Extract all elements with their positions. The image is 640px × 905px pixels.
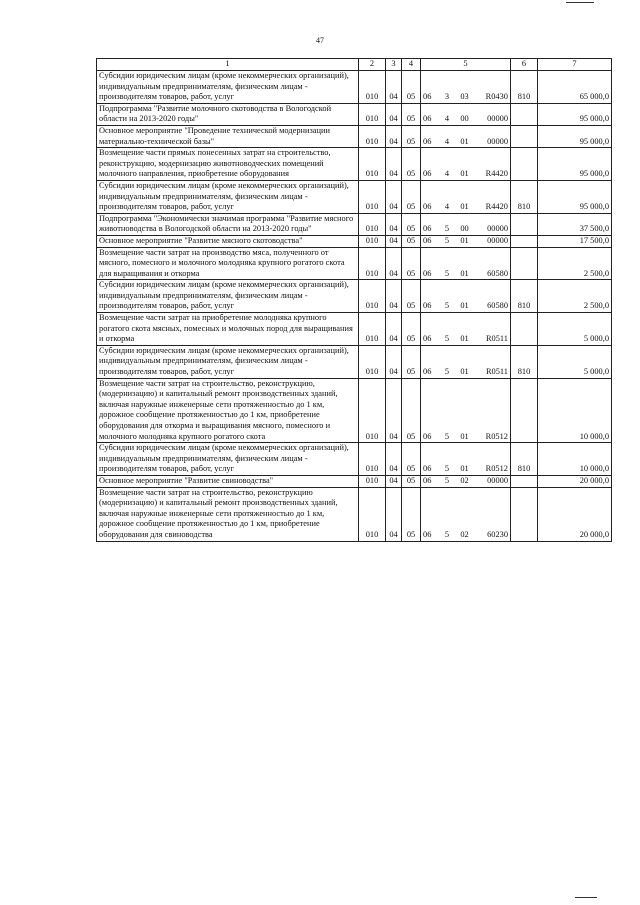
target-article-part: 5 xyxy=(444,268,450,278)
code-expense-type: 810 xyxy=(511,180,538,213)
target-article-part: 60580 xyxy=(487,268,508,278)
target-article-part: 00 xyxy=(460,224,469,234)
target-article-parts xyxy=(423,476,508,487)
code-ministry: 010 xyxy=(359,378,386,443)
row-description: Возмещение части затрат на производство мяса, полученного от мясного, помесного и молочного молодняка крупного рогатого скота для выращивания и откорма xyxy=(97,247,359,280)
table-row xyxy=(97,148,612,181)
code-expense-type: 810 xyxy=(511,443,538,476)
code-target-article xyxy=(421,475,511,487)
target-article-part: 06 xyxy=(423,202,432,212)
code-subsection: 05 xyxy=(402,475,421,487)
target-article-parts xyxy=(423,224,508,235)
target-article-part: 00000 xyxy=(487,114,508,124)
row-description: Субсидии юридическим лицам (кроме некоммерческих организаций), индивидуальным предпринимателям, физическим лицам - производителям товаров, работ, услуг xyxy=(97,443,359,476)
target-article-parts xyxy=(423,92,508,103)
target-article-parts xyxy=(423,432,508,443)
code-subsection: 05 xyxy=(402,180,421,213)
header-cell: 6 xyxy=(511,59,538,71)
target-article-part: 02 xyxy=(460,475,469,485)
code-target-article xyxy=(421,280,511,313)
row-description: Подпрограмма "Развитие молочного скотоводства в Вологодской области на 2013-2020 годы" xyxy=(97,103,359,125)
page-number: 47 xyxy=(316,36,324,45)
code-subsection: 05 xyxy=(402,443,421,476)
target-article-part: R0511 xyxy=(485,334,508,344)
code-subsection: 05 xyxy=(402,235,421,247)
code-section: 04 xyxy=(386,487,402,541)
target-article-part: 03 xyxy=(460,92,469,102)
code-section: 04 xyxy=(386,247,402,280)
target-article-part: 00 xyxy=(460,114,469,124)
target-article-part: R0511 xyxy=(485,367,508,377)
code-expense-type xyxy=(511,313,538,346)
target-article-part: 5 xyxy=(444,235,450,245)
code-expense-type: 810 xyxy=(511,71,538,104)
code-section: 04 xyxy=(386,103,402,125)
target-article-part: 00000 xyxy=(487,475,508,485)
row-description: Субсидии юридическим лицам (кроме некоммерческих организаций), индивидуальным предпринимателям, физическим лицам - производителям товаров, работ, услуг xyxy=(97,71,359,104)
target-article-part: 01 xyxy=(460,136,469,146)
target-article-part: 01 xyxy=(460,431,469,441)
target-article-part: 06 xyxy=(423,268,432,278)
target-article-part: 5 xyxy=(444,464,450,474)
amount-value: 65 000,0 xyxy=(538,71,612,104)
code-target-article xyxy=(421,125,511,147)
code-expense-type xyxy=(511,475,538,487)
amount-value: 95 000,0 xyxy=(538,180,612,213)
target-article-part: 02 xyxy=(460,529,469,539)
code-section: 04 xyxy=(386,345,402,378)
target-article-part: 60230 xyxy=(487,529,508,539)
row-description: Субсидии юридическим лицам (кроме некоммерческих организаций), индивидуальным предпринимателям, физическим лицам - производителям товаров, работ, услуг xyxy=(97,180,359,213)
target-article-part: 01 xyxy=(460,367,469,377)
code-section: 04 xyxy=(386,280,402,313)
target-article-part: 06 xyxy=(423,235,432,245)
target-article-parts xyxy=(423,269,508,280)
target-article-parts xyxy=(423,137,508,148)
target-article-parts xyxy=(423,530,508,541)
target-article-part: R0512 xyxy=(485,431,508,441)
row-description: Основное мероприятие "Проведение технической модернизации материально-технической базы" xyxy=(97,125,359,147)
table-row xyxy=(97,475,612,487)
target-article-part: 06 xyxy=(423,169,432,179)
code-ministry: 010 xyxy=(359,103,386,125)
target-article-part: 06 xyxy=(423,431,432,441)
code-subsection: 05 xyxy=(402,213,421,235)
code-ministry: 010 xyxy=(359,313,386,346)
code-subsection: 05 xyxy=(402,487,421,541)
target-article-part: 60580 xyxy=(487,301,508,311)
code-expense-type xyxy=(511,148,538,181)
target-article-part: 01 xyxy=(460,268,469,278)
target-article-part: 3 xyxy=(444,92,450,102)
target-article-part: 00000 xyxy=(487,235,508,245)
code-section: 04 xyxy=(386,475,402,487)
target-article-part: 5 xyxy=(444,224,450,234)
amount-value: 37 500,0 xyxy=(538,213,612,235)
target-article-part: R4420 xyxy=(485,202,508,212)
table-row xyxy=(97,103,612,125)
code-subsection: 05 xyxy=(402,103,421,125)
target-article-parts xyxy=(423,301,508,312)
target-article-part: 01 xyxy=(460,464,469,474)
scan-edge-mark xyxy=(575,897,597,898)
table-row xyxy=(97,213,612,235)
target-article-part: 01 xyxy=(460,169,469,179)
code-subsection: 05 xyxy=(402,148,421,181)
target-article-part: 4 xyxy=(444,136,450,146)
code-ministry: 010 xyxy=(359,180,386,213)
target-article-parts xyxy=(423,464,508,475)
code-subsection: 05 xyxy=(402,71,421,104)
table-row xyxy=(97,71,612,104)
amount-value: 95 000,0 xyxy=(538,125,612,147)
target-article-part: 4 xyxy=(444,169,450,179)
amount-value: 5 000,0 xyxy=(538,313,612,346)
row-description: Подпрограмма "Экономически значимая программа "Развитие мясного животноводства в Вологодской области на 2013-2020 годы" xyxy=(97,213,359,235)
code-ministry: 010 xyxy=(359,280,386,313)
target-article-part: 01 xyxy=(460,202,469,212)
code-ministry: 010 xyxy=(359,213,386,235)
target-article-part: 00000 xyxy=(487,224,508,234)
target-article-part: 5 xyxy=(444,367,450,377)
code-target-article xyxy=(421,443,511,476)
code-ministry: 010 xyxy=(359,247,386,280)
target-article-part: 06 xyxy=(423,464,432,474)
code-subsection: 05 xyxy=(402,125,421,147)
table-row xyxy=(97,125,612,147)
target-article-part: 4 xyxy=(444,114,450,124)
target-article-part: 06 xyxy=(423,114,432,124)
target-article-part: 5 xyxy=(444,475,450,485)
table-row xyxy=(97,247,612,280)
code-section: 04 xyxy=(386,71,402,104)
target-article-parts xyxy=(423,169,508,180)
code-section: 04 xyxy=(386,235,402,247)
amount-value: 5 000,0 xyxy=(538,345,612,378)
target-article-parts xyxy=(423,236,508,247)
code-target-article xyxy=(421,103,511,125)
code-target-article xyxy=(421,247,511,280)
target-article-parts xyxy=(423,202,508,213)
amount-value: 10 000,0 xyxy=(538,378,612,443)
target-article-part: 06 xyxy=(423,224,432,234)
table-row xyxy=(97,345,612,378)
code-expense-type xyxy=(511,103,538,125)
code-ministry: 010 xyxy=(359,443,386,476)
row-description: Возмещение части затрат на приобретение молодняка крупного рогатого скота мясных, помесных и молочных пород для выращивания и откорма xyxy=(97,313,359,346)
table-row xyxy=(97,378,612,443)
code-subsection: 05 xyxy=(402,345,421,378)
target-article-parts xyxy=(423,334,508,345)
header-cell: 7 xyxy=(538,59,612,71)
code-expense-type xyxy=(511,213,538,235)
target-article-part: 5 xyxy=(444,301,450,311)
table-row xyxy=(97,180,612,213)
target-article-part: 00000 xyxy=(487,136,508,146)
row-description: Основное мероприятие "Развитие мясного скотоводства" xyxy=(97,235,359,247)
target-article-part: 06 xyxy=(423,136,432,146)
amount-value: 2 500,0 xyxy=(538,247,612,280)
row-description: Субсидии юридическим лицам (кроме некоммерческих организаций), индивидуальным предпринимателям, физическим лицам - производителям товаров, работ, услуг xyxy=(97,280,359,313)
row-description: Основное мероприятие "Развитие свиноводства" xyxy=(97,475,359,487)
code-subsection: 05 xyxy=(402,313,421,346)
row-description: Возмещение части затрат на строительство, реконструкцию (модернизацию) и капитальный ремонт производственных зданий, включая наружные инженерные сети протяженностью до 1 км, дорожное сообщение протяженностью до 1 км, приобретение оборудования для свиноводства xyxy=(97,487,359,541)
table-row xyxy=(97,487,612,541)
amount-value: 20 000,0 xyxy=(538,487,612,541)
amount-value: 20 000,0 xyxy=(538,475,612,487)
code-section: 04 xyxy=(386,443,402,476)
code-expense-type xyxy=(511,125,538,147)
scan-edge-mark xyxy=(566,2,594,3)
code-ministry: 010 xyxy=(359,71,386,104)
code-ministry: 010 xyxy=(359,235,386,247)
code-expense-type: 810 xyxy=(511,280,538,313)
target-article-part: 5 xyxy=(444,334,450,344)
code-ministry: 010 xyxy=(359,148,386,181)
code-target-article xyxy=(421,148,511,181)
target-article-part: 06 xyxy=(423,301,432,311)
target-article-part: 01 xyxy=(460,235,469,245)
target-article-part: R4420 xyxy=(485,169,508,179)
amount-value: 95 000,0 xyxy=(538,148,612,181)
header-cell: 1 xyxy=(97,59,359,71)
header-cell: 3 xyxy=(386,59,402,71)
code-ministry: 010 xyxy=(359,125,386,147)
code-ministry: 010 xyxy=(359,345,386,378)
code-target-article xyxy=(421,487,511,541)
target-article-part: R0512 xyxy=(485,464,508,474)
target-article-part: 4 xyxy=(444,202,450,212)
target-article-part: 06 xyxy=(423,475,432,485)
amount-value: 10 000,0 xyxy=(538,443,612,476)
table-row xyxy=(97,235,612,247)
header-cell: 4 xyxy=(402,59,421,71)
code-target-article xyxy=(421,313,511,346)
code-target-article xyxy=(421,213,511,235)
target-article-part: 06 xyxy=(423,334,432,344)
code-expense-type xyxy=(511,247,538,280)
row-description: Возмещение части прямых понесенных затрат на строительство, реконструкцию, модернизацию животноводческих помещений молочного направления, приобретение оборудования xyxy=(97,148,359,181)
row-description: Субсидии юридическим лицам (кроме некоммерческих организаций), индивидуальным предпринимателям, физическим лицам - производителям товаров, работ, услуг xyxy=(97,345,359,378)
code-target-article xyxy=(421,378,511,443)
target-article-parts xyxy=(423,367,508,378)
code-expense-type xyxy=(511,235,538,247)
target-article-part: 5 xyxy=(444,431,450,441)
code-expense-type: 810 xyxy=(511,345,538,378)
code-target-article xyxy=(421,235,511,247)
code-section: 04 xyxy=(386,148,402,181)
code-section: 04 xyxy=(386,378,402,443)
code-expense-type xyxy=(511,487,538,541)
header-cell: 5 xyxy=(421,59,511,71)
code-expense-type xyxy=(511,378,538,443)
code-target-article xyxy=(421,71,511,104)
target-article-part: 01 xyxy=(460,301,469,311)
code-ministry: 010 xyxy=(359,487,386,541)
target-article-part: 06 xyxy=(423,529,432,539)
code-section: 04 xyxy=(386,125,402,147)
header-cell: 2 xyxy=(359,59,386,71)
target-article-part: 5 xyxy=(444,529,450,539)
table-header-row xyxy=(97,59,612,71)
target-article-parts xyxy=(423,114,508,125)
budget-table xyxy=(96,58,612,542)
code-target-article xyxy=(421,345,511,378)
amount-value: 95 000,0 xyxy=(538,103,612,125)
code-section: 04 xyxy=(386,313,402,346)
amount-value: 2 500,0 xyxy=(538,280,612,313)
code-subsection: 05 xyxy=(402,280,421,313)
code-ministry: 010 xyxy=(359,475,386,487)
table-row xyxy=(97,443,612,476)
code-section: 04 xyxy=(386,213,402,235)
target-article-part: 06 xyxy=(423,92,432,102)
code-subsection: 05 xyxy=(402,378,421,443)
amount-value: 17 500,0 xyxy=(538,235,612,247)
target-article-part: 06 xyxy=(423,367,432,377)
target-article-part: R0430 xyxy=(485,92,508,102)
row-description: Возмещение части затрат на строительство, реконструкцию, (модернизацию) и капитальный ремонт производственных зданий, включая наружные инженерные сети протяженностью до 1 км, дорожное сообщение протяженностью до 1 км, приобретение оборудования для откорма и выращивания мясного, помесного и молочного молодняка крупного рогатого скота xyxy=(97,378,359,443)
table-body xyxy=(97,59,612,542)
code-subsection: 05 xyxy=(402,247,421,280)
code-target-article xyxy=(421,180,511,213)
table-row xyxy=(97,280,612,313)
table-row xyxy=(97,313,612,346)
target-article-part: 01 xyxy=(460,334,469,344)
code-section: 04 xyxy=(386,180,402,213)
